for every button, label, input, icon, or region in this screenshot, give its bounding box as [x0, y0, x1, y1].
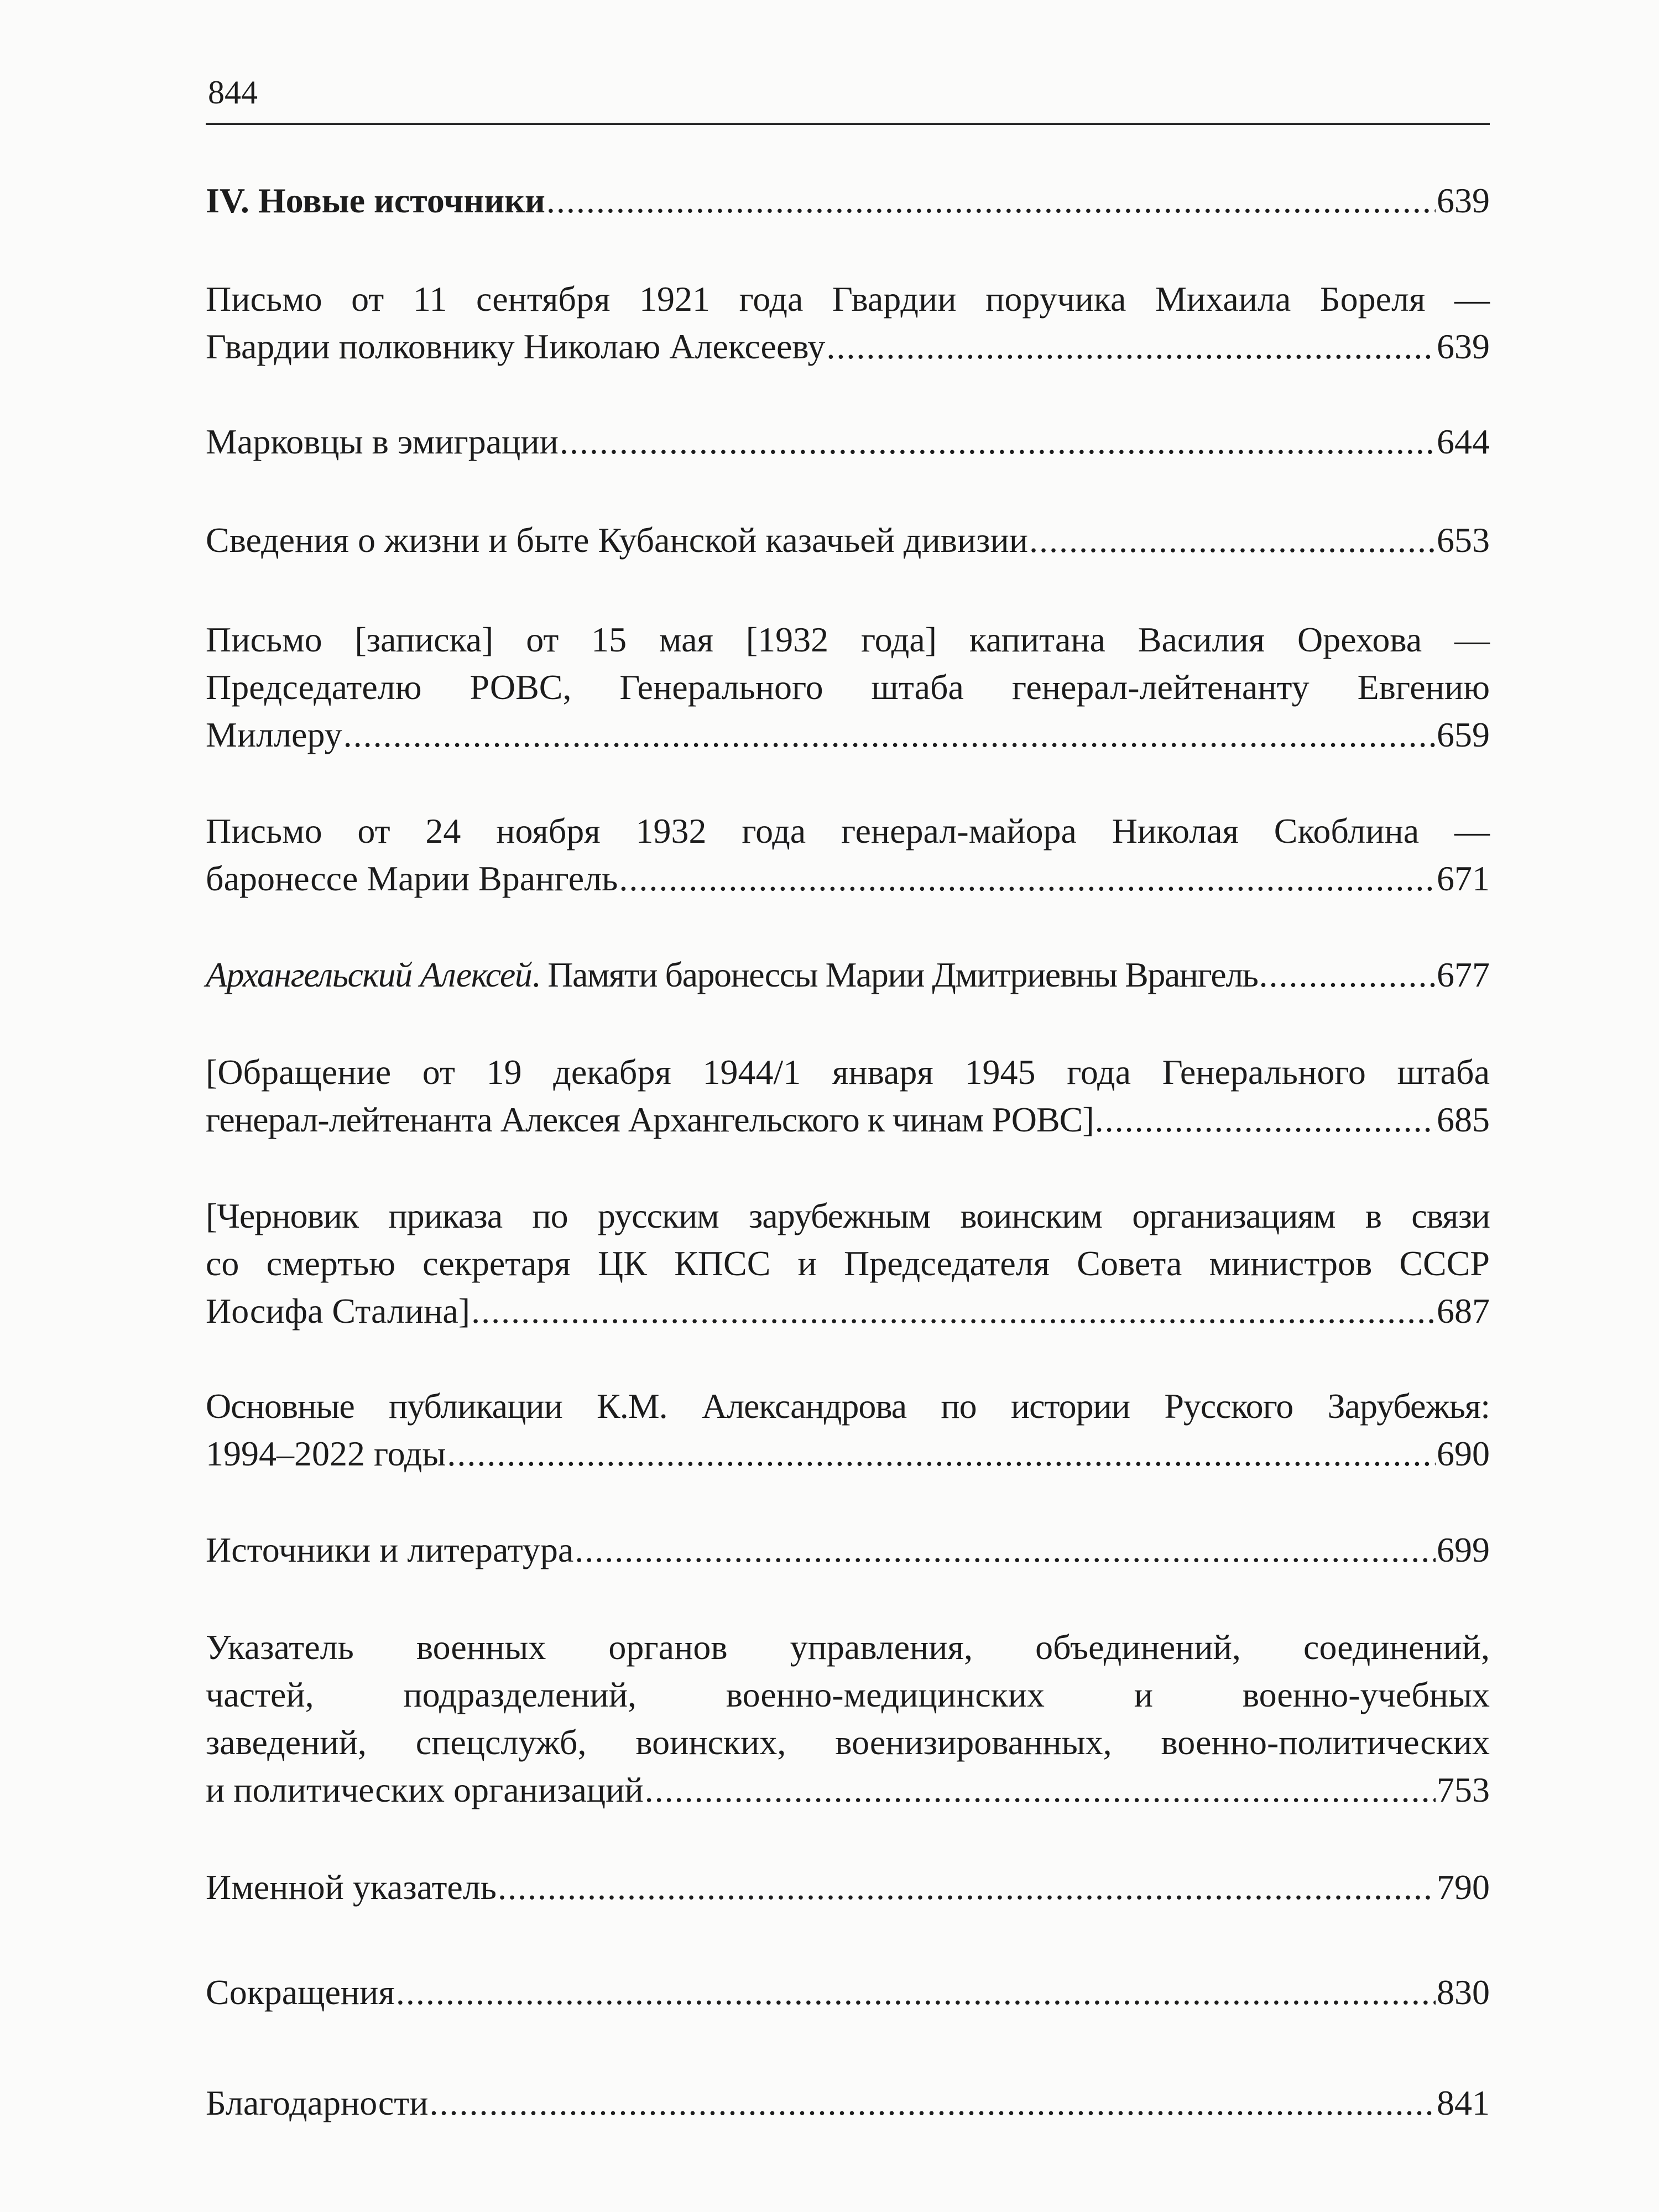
entry-page: 639: [1437, 327, 1490, 366]
entry-title: Сведения о жизни и быте Кубанской казачьей дивизии: [206, 520, 1028, 560]
entry-title: Источники и литература: [206, 1530, 574, 1569]
entry-page: 841: [1437, 2083, 1490, 2122]
toc-entry-letter-orekhov[interactable]: [206, 616, 1490, 759]
toc-entry-sources-literature[interactable]: [206, 1526, 1490, 1574]
toc-entry-publications[interactable]: [206, 1383, 1490, 1478]
toc-entry-kuban-division[interactable]: [206, 517, 1490, 564]
leader-dots: [1259, 951, 1436, 999]
entry-title-line: Письмо [записка] от 15 мая [1932 года] капитана Василия Орехова —: [206, 620, 1490, 659]
entry-title: . Памяти баронессы Марии Дмитриевны Врангель: [531, 955, 1258, 994]
leader-dots: [498, 1864, 1436, 1911]
entry-page: 659: [1437, 715, 1490, 754]
leader-dots: [619, 855, 1436, 902]
entry-page: 671: [1437, 859, 1490, 898]
toc-entry-address-arkhangelsky[interactable]: [206, 1048, 1490, 1144]
entry-page: 653: [1437, 520, 1490, 560]
entry-page: 687: [1437, 1291, 1490, 1331]
leader-dots: [1095, 1096, 1436, 1144]
leader-dots: [560, 418, 1436, 466]
leader-dots: [396, 1969, 1436, 2016]
entry-title: генерал-лейтенанта Алексея Архангельского к чинам РОВС]: [206, 1100, 1094, 1139]
entry-title: Именной указатель: [206, 1867, 497, 1907]
toc-entry-draft-order[interactable]: [206, 1192, 1490, 1335]
entry-page: 644: [1437, 422, 1490, 461]
toc-entry-name-index[interactable]: [206, 1864, 1490, 1911]
entry-title-line: со смертью секретаря ЦК КПСС и Председателя Совета министров СССР: [206, 1244, 1490, 1283]
entry-title: Марковцы в эмиграции: [206, 422, 559, 461]
entry-title: IV. Новые источники: [206, 181, 545, 220]
toc-entry-abbreviations[interactable]: [206, 1969, 1490, 2016]
entry-page: 790: [1437, 1867, 1490, 1907]
entry-page: 690: [1437, 1434, 1490, 1473]
leader-dots: [471, 1287, 1436, 1335]
toc-entry-new-sources[interactable]: [206, 177, 1490, 225]
entry-title-line: Основные публикации К.М. Александрова по истории Русского Зарубежья:: [206, 1386, 1490, 1426]
entry-title-wrap: [206, 951, 1258, 999]
entry-title-line: Указатель военных органов управления, объединений, соединений,: [206, 1627, 1490, 1667]
leader-dots: [826, 323, 1436, 371]
toc-entry-markovtsy[interactable]: [206, 418, 1490, 466]
leader-dots: [430, 2079, 1436, 2127]
toc-entry-letter-skoblin[interactable]: [206, 807, 1490, 902]
entry-title: и политических организаций: [206, 1770, 644, 1809]
entry-page: 685: [1437, 1100, 1490, 1139]
entry-title: Гвардии полковнику Николаю Алексееву: [206, 327, 826, 366]
entry-page: 677: [1437, 955, 1490, 994]
entry-title-line: [Обращение от 19 декабря 1944/1 января 1945 года Генерального штаба: [206, 1052, 1490, 1092]
toc-entry-acknowledgements[interactable]: [206, 2079, 1490, 2127]
entry-page: 639: [1437, 181, 1490, 220]
entry-page: 699: [1437, 1530, 1490, 1569]
leader-dots: [575, 1526, 1436, 1574]
page-number: 844: [208, 74, 258, 111]
leader-dots: [645, 1766, 1436, 1814]
entry-title: 1994–2022 годы: [206, 1434, 446, 1473]
entry-title-line: заведений, спецслужб, воинских, военизированных, военно-политических: [206, 1723, 1490, 1762]
entry-title-line: Письмо от 24 ноября 1932 года генерал-майора Николая Скоблина —: [206, 811, 1490, 851]
entry-title: Иосифа Сталина]: [206, 1291, 471, 1331]
leader-dots: [447, 1430, 1436, 1478]
entry-title: Благодарности: [206, 2083, 429, 2122]
entry-author: Архангельский Алексей: [206, 955, 532, 994]
leader-dots: [1029, 517, 1436, 564]
toc-entry-letter-borel[interactable]: [206, 275, 1490, 371]
leader-dots: [546, 177, 1436, 225]
entry-title: Миллеру: [206, 715, 342, 754]
toc-entry-military-index[interactable]: [206, 1624, 1490, 1814]
entry-title-line: Письмо от 11 сентября 1921 года Гвардии поручика Михаила Бореля —: [206, 279, 1490, 319]
entry-title-line: частей, подразделений, военно-медицинских и военно-учебных: [206, 1675, 1490, 1714]
toc-entry-memory-wrangel[interactable]: [206, 951, 1490, 999]
leader-dots: [343, 711, 1436, 759]
entry-title: баронессе Марии Врангель: [206, 859, 618, 898]
header-rule: [206, 123, 1490, 125]
entry-title: Сокращения: [206, 1973, 395, 2012]
entry-title-line: Председателю РОВС, Генерального штаба генерал-лейтенанту Евгению: [206, 667, 1490, 707]
entry-title-line: [Черновик приказа по русским зарубежным воинским организациям в связи: [206, 1196, 1490, 1235]
entry-page: 830: [1437, 1973, 1490, 2012]
entry-page: 753: [1437, 1770, 1490, 1809]
